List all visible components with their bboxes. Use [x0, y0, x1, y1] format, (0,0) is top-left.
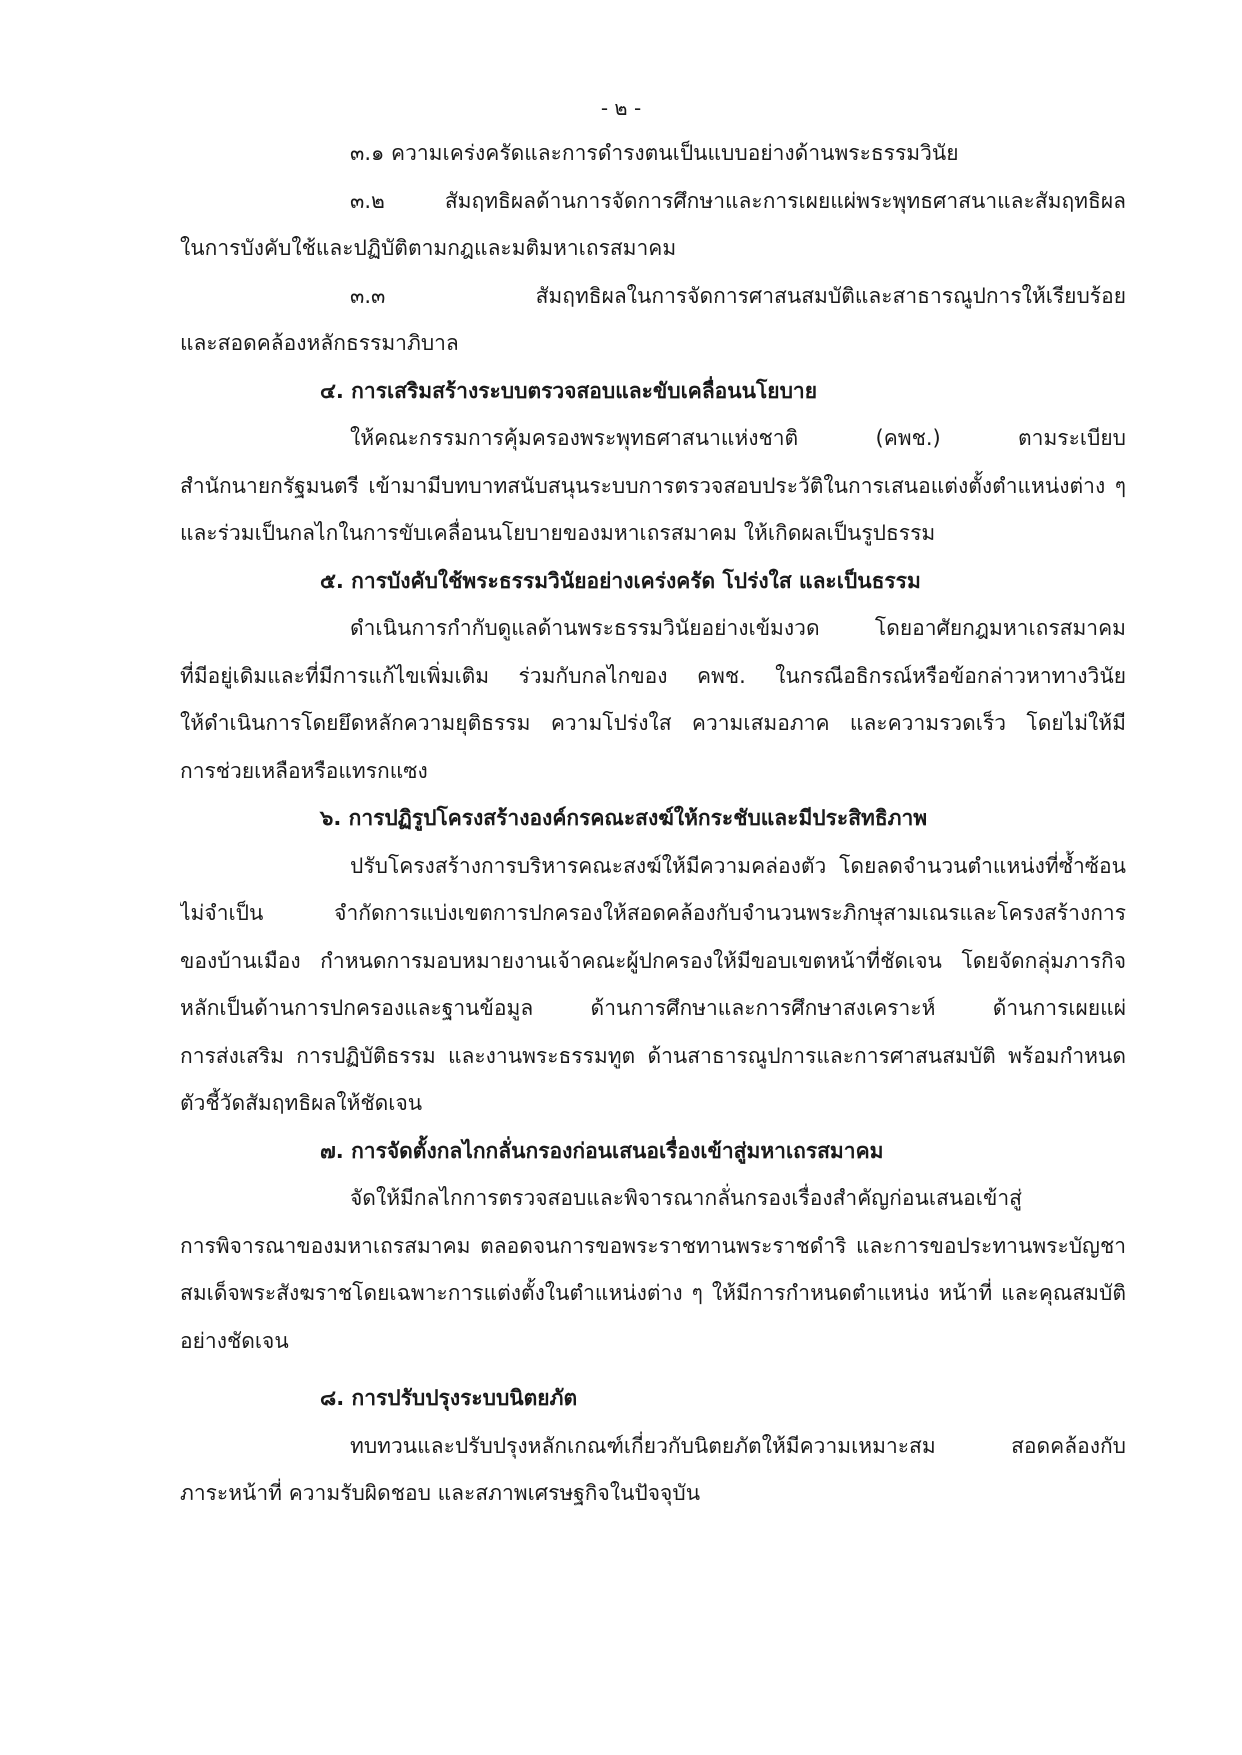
text-line: ไม่จำเป็น จำกัดการแบ่งเขตการปกครองให้สอดคล้องกับจำนวนพระภิกษุสามเณรและโครงสร้างการ — [180, 901, 1126, 925]
text-line: ๓.๒ สัมฤทธิผลด้านการจัดการศึกษาและการเผยแผ่พระพุทธศาสนาและสัมฤทธิผล — [350, 188, 1126, 213]
document-body — [180, 130, 1126, 1518]
text-line: ทบทวนและปรับปรุงหลักเกณฑ์เกี่ยวกับนิตยภัตให้มีความเหมาะสม สอดคล้องกับ — [350, 1433, 1126, 1458]
text-line: ปรับโครงสร้างการบริหารคณะสงฆ์ให้มีความคล่องตัว โดยลดจำนวนตำแหน่งที่ซ้ำซ้อน — [350, 853, 1126, 878]
text-line: และสอดคล้องหลักธรรมาภิบาล — [180, 331, 459, 355]
text-line: ดำเนินการกำกับดูแลด้านพระธรรมวินัยอย่างเข้มงวด โดยอาศัยกฎมหาเถรสมาคม — [350, 616, 1126, 640]
section-heading: ๕. การบังคับใช้พระธรรมวินัยอย่างเคร่งครัด โปร่งใส และเป็นธรรม — [320, 568, 921, 593]
text-line: ที่มีอยู่เดิมและที่มีการแก้ไขเพิ่มเติม ร่วมกับกลไกของ คพช. ในกรณีอธิกรณ์หรือข้อกล่าวหาทางวินัย — [180, 663, 1126, 688]
text-line: ๓.๑ ความเคร่งครัดและการดำรงตนเป็นแบบอย่างด้านพระธรรมวินัย — [350, 141, 959, 165]
text-line: และร่วมเป็นกลไกในการขับเคลื่อนนโยบายของมหาเถรสมาคม ให้เกิดผลเป็นรูปธรรม — [180, 521, 936, 545]
text-line: จัดให้มีกลไกการตรวจสอบและพิจารณากลั่นกรองเรื่องสำคัญก่อนเสนอเข้าสู่ — [350, 1186, 1022, 1210]
text-line: ให้คณะกรรมการคุ้มครองพระพุทธศาสนาแห่งชาติ (คพช.) ตามระเบียบ — [350, 426, 1126, 450]
text-line: ให้ดำเนินการโดยยึดหลักความยุติธรรม ความโปร่งใส ความเสมอภาค และความรวดเร็ว โดยไม่ให้มี — [180, 711, 1126, 735]
text-line: ของบ้านเมือง กำหนดการมอบหมายงานเจ้าคณะผู้ปกครองให้มีขอบเขตหน้าที่ชัดเจน โดยจัดกลุ่มภารกิจ — [180, 948, 1126, 973]
text-line: สมเด็จพระสังฆราชโดยเฉพาะการแต่งตั้งในตำแหน่งต่าง ๆ ให้มีการกำหนดตำแหน่ง หน้าที่ และคุณสมบัติ — [180, 1281, 1126, 1305]
text-line: การส่งเสริม การปฏิบัติธรรม และงานพระธรรมทูต ด้านสาธารณูปการและการศาสนสมบัติ พร้อมกำหนด — [180, 1043, 1126, 1068]
text-line — [180, 1365, 1126, 1375]
text-line: สำนักนายกรัฐมนตรี เข้ามามีบทบาทสนับสนุนระบบการตรวจสอบประวัติในการเสนอแต่งตั้งตำแหน่งต่าง ๆ — [180, 473, 1126, 498]
text-line: ๓.๓ สัมฤทธิผลในการจัดการศาสนสมบัติและสาธารณูปการให้เรียบร้อย — [350, 283, 1126, 308]
section-heading: ๗. การจัดตั้งกลไกกลั่นกรองก่อนเสนอเรื่องเข้าสู่มหาเถรสมาคม — [320, 1138, 884, 1163]
text-line: การช่วยเหลือหรือแทรกแซง — [180, 758, 428, 783]
section-heading: ๘. การปรับปรุงระบบนิตยภัต — [320, 1386, 578, 1410]
text-line: หลักเป็นด้านการปกครองและฐานข้อมูล ด้านการศึกษาและการศึกษาสงเคราะห์ ด้านการเผยแผ่ — [180, 996, 1126, 1020]
section-heading: ๖. การปฏิรูปโครงสร้างองค์กรคณะสงฆ์ให้กระชับและมีประสิทธิภาพ — [320, 806, 928, 830]
section-heading: ๔. การเสริมสร้างระบบตรวจสอบและขับเคลื่อนนโยบาย — [320, 378, 818, 403]
text-line: ภาระหน้าที่ ความรับผิดชอบ และสภาพเศรษฐกิจในปัจจุบัน — [180, 1481, 701, 1505]
page-number: - ๒ - — [600, 96, 642, 120]
text-line: ตัวชี้วัดสัมฤทธิผลให้ชัดเจน — [180, 1091, 423, 1115]
text-line: อย่างชัดเจน — [180, 1328, 289, 1353]
text-line: การพิจารณาของมหาเถรสมาคม ตลอดจนการขอพระราชทานพระราชดำริ และการขอประทานพระบัญชา — [180, 1233, 1126, 1258]
text-line: ในการบังคับใช้และปฏิบัติตามกฎและมติมหาเถรสมาคม — [180, 236, 677, 260]
